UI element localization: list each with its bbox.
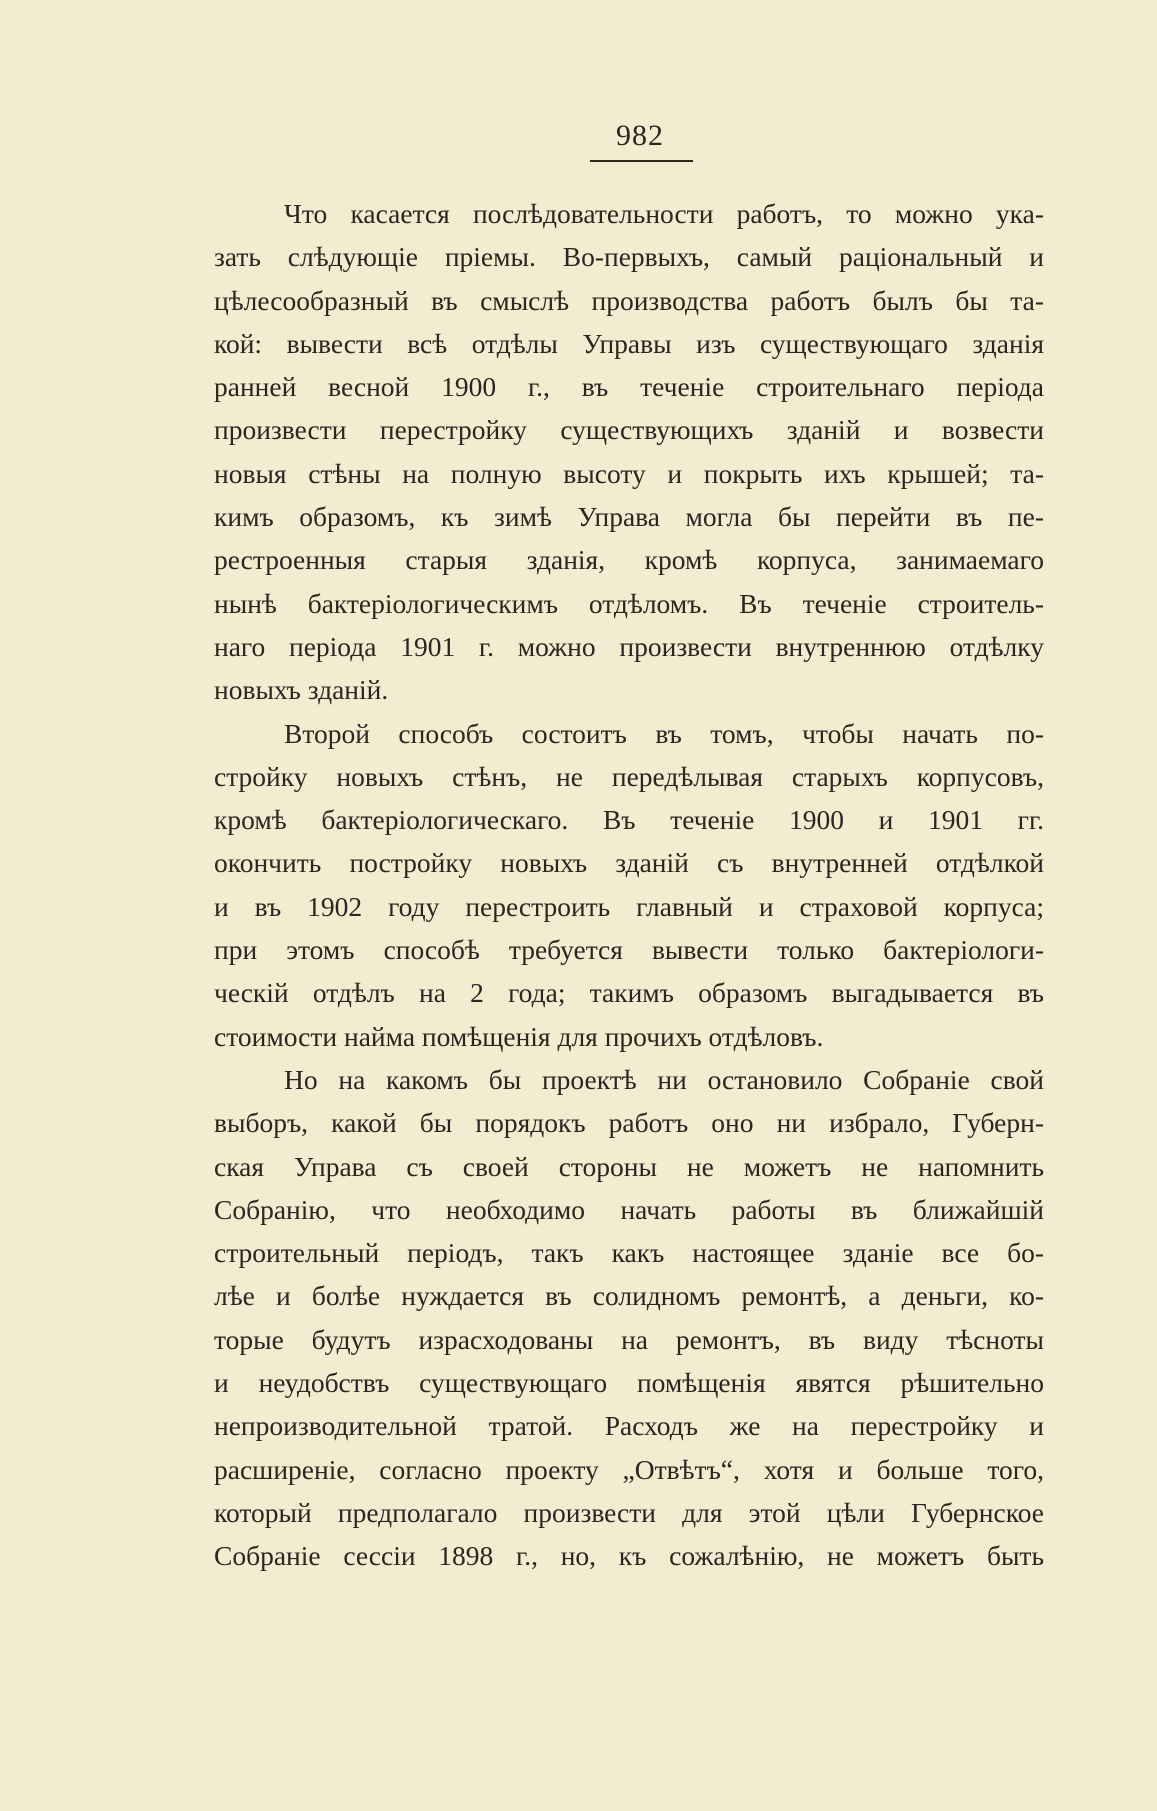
text-line: наго періода 1901 г. можно произвести внутреннюю отдѣлку bbox=[214, 630, 1044, 662]
text-line: Собраніе сессіи 1898 г., но, къ сожалѣнію, не можетъ быть bbox=[214, 1540, 1044, 1572]
text-line: и неудобствъ существующаго помѣщенія явятся рѣшительно bbox=[214, 1367, 1044, 1399]
page-number-rule bbox=[590, 160, 693, 162]
text-line: рестроенныя старыя зданія, кромѣ корпуса, занимаемаго bbox=[214, 544, 1044, 576]
text-line: ранней весной 1900 г., въ теченіе строительнаго періода bbox=[214, 371, 1044, 403]
text-line: кой: вывести всѣ отдѣлы Управы изъ существующаго зданія bbox=[214, 327, 1044, 359]
page-number: 982 bbox=[616, 119, 664, 152]
body-text bbox=[214, 192, 1044, 1578]
text-line: лѣе и болѣе нуждается въ солидномъ ремонтѣ, а деньги, ко- bbox=[214, 1280, 1044, 1312]
text-line: выборъ, какой бы порядокъ работъ оно ни избрало, Губерн- bbox=[214, 1107, 1044, 1139]
text-line: нынѣ бактеріологическимъ отдѣломъ. Въ теченіе строитель- bbox=[214, 587, 1044, 619]
paragraph bbox=[214, 1058, 1044, 1578]
text-line: кромѣ бактеріологическаго. Въ теченіе 1900 и 1901 гг. bbox=[214, 804, 1044, 836]
text-line: произвести перестройку существующихъ зданій и возвести bbox=[214, 414, 1044, 446]
text-line: Но на какомъ бы проектѣ ни остановило Собраніе свой bbox=[284, 1063, 1044, 1095]
text-line: окончить постройку новыхъ зданій съ внутренней отдѣлкой bbox=[214, 847, 1044, 879]
text-line: зать слѣдующіе пріемы. Во-первыхъ, самый раціональный и bbox=[214, 241, 1044, 273]
text-line: Второй способъ состоитъ въ томъ, чтобы начать по- bbox=[284, 717, 1044, 749]
text-line: при этомъ способѣ требуется вывести только бактеріологи- bbox=[214, 934, 1044, 966]
text-line: новыя стѣны на полную высоту и покрыть ихъ крышей; та- bbox=[214, 457, 1044, 489]
text-line: строительный періодъ, такъ какъ настоящее зданіе все бо- bbox=[214, 1237, 1044, 1269]
text-line: и въ 1902 году перестроить главный и страховой корпуса; bbox=[214, 890, 1044, 922]
text-line: Что касается послѣдовательности работъ, то можно ука- bbox=[284, 198, 1044, 229]
text-line: стоимости найма помѣщенія для прочихъ отдѣловъ. bbox=[214, 1020, 824, 1052]
text-line: расширеніе, согласно проекту „Отвѣтъ“, хотя и больше того, bbox=[214, 1453, 1044, 1485]
paragraph bbox=[214, 192, 1044, 712]
text-line: новыхъ зданій. bbox=[214, 674, 389, 706]
text-line: стройку новыхъ стѣнъ, не передѣлывая старыхъ корпусовъ, bbox=[214, 760, 1044, 792]
text-line: Собранію, что необходимо начать работы въ ближайшій bbox=[214, 1193, 1044, 1225]
text-line: ческій отдѣлъ на 2 года; такимъ образомъ выгадывается въ bbox=[214, 977, 1044, 1009]
text-line: кимъ образомъ, къ зимѣ Управа могла бы перейти въ пе- bbox=[214, 501, 1044, 533]
text-line: ская Управа съ своей стороны не можетъ не напомнить bbox=[214, 1150, 1044, 1182]
paragraph bbox=[214, 712, 1044, 1058]
text-line: цѣлесообразный въ смыслѣ производства работъ былъ бы та- bbox=[214, 284, 1044, 316]
text-line: который предполагало произвести для этой цѣли Губернское bbox=[214, 1496, 1044, 1528]
text-line: торые будутъ израсходованы на ремонтъ, въ виду тѣсноты bbox=[214, 1323, 1044, 1355]
text-line: непроизводительной тратой. Расходъ же на перестройку и bbox=[214, 1410, 1044, 1442]
